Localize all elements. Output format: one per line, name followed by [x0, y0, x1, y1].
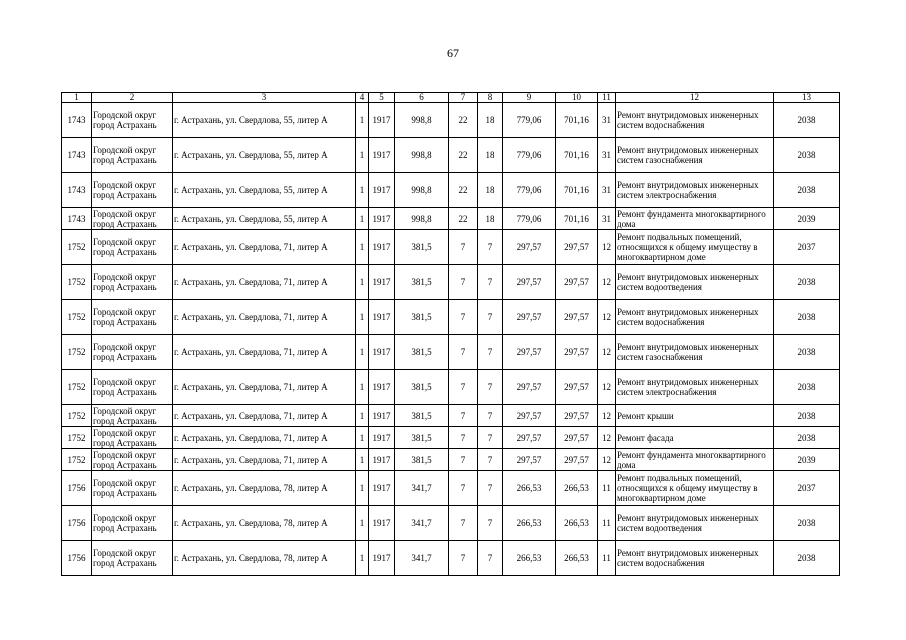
- header-row: [62, 93, 840, 103]
- cell-col11: 31: [598, 208, 616, 230]
- table-row: [62, 405, 840, 427]
- cell-address: г. Астрахань, ул. Свердлова, 55, литер А: [173, 138, 356, 173]
- cell-work-type: Ремонт внутридомовых инженерных систем водоотведения: [616, 506, 774, 541]
- cell-plan-year: 2037: [774, 230, 840, 265]
- cell-entrances: 1: [356, 427, 369, 449]
- table-row: [62, 138, 840, 173]
- cell-entrances: 1: [356, 230, 369, 265]
- cell-year: 1917: [369, 173, 395, 208]
- cell-col11: 12: [598, 230, 616, 265]
- table-row: [62, 300, 840, 335]
- cell-work-type: Ремонт подвальных помещений, относящихся к общему имуществу в многоквартирном доме: [616, 471, 774, 506]
- cell-col9: 297,57: [503, 427, 556, 449]
- cell-address: г. Астрахань, ул. Свердлова, 55, литер А: [173, 173, 356, 208]
- cell-plan-year: 2038: [774, 541, 840, 576]
- cell-work-type: Ремонт внутридомовых инженерных систем газоснабжения: [616, 138, 774, 173]
- cell-district: Городской округ город Астрахань: [92, 230, 173, 265]
- cell-col10: 701,16: [556, 208, 598, 230]
- column-header: 10: [556, 93, 598, 103]
- cell-address: г. Астрахань, ул. Свердлова, 71, литер А: [173, 449, 356, 471]
- cell-col10: 701,16: [556, 138, 598, 173]
- cell-col7: 7: [449, 265, 478, 300]
- table-row: [62, 541, 840, 576]
- cell-plan-year: 2038: [774, 427, 840, 449]
- cell-number: 1752: [62, 449, 92, 471]
- cell-year: 1917: [369, 506, 395, 541]
- cell-address: г. Астрахань, ул. Свердлова, 55, литер А: [173, 103, 356, 138]
- cell-col7: 7: [449, 405, 478, 427]
- cell-col7: 22: [449, 103, 478, 138]
- register-table: [61, 92, 840, 576]
- cell-col7: 7: [449, 541, 478, 576]
- cell-address: г. Астрахань, ул. Свердлова, 71, литер А: [173, 300, 356, 335]
- cell-year: 1917: [369, 265, 395, 300]
- cell-col9: 297,57: [503, 405, 556, 427]
- cell-col7: 7: [449, 449, 478, 471]
- cell-number: 1752: [62, 230, 92, 265]
- cell-col8: 7: [478, 471, 503, 506]
- cell-number: 1743: [62, 208, 92, 230]
- cell-number: 1752: [62, 427, 92, 449]
- cell-total-area: 381,5: [395, 300, 449, 335]
- cell-district: Городской округ город Астрахань: [92, 427, 173, 449]
- cell-col11: 11: [598, 541, 616, 576]
- cell-col7: 7: [449, 300, 478, 335]
- cell-col9: 297,57: [503, 265, 556, 300]
- cell-total-area: 341,7: [395, 541, 449, 576]
- cell-year: 1917: [369, 208, 395, 230]
- cell-col10: 701,16: [556, 173, 598, 208]
- cell-district: Городской округ город Астрахань: [92, 471, 173, 506]
- cell-col7: 22: [449, 138, 478, 173]
- cell-work-type: Ремонт фундамента многоквартирного дома: [616, 208, 774, 230]
- cell-work-type: Ремонт внутридомовых инженерных систем газоснабжения: [616, 335, 774, 370]
- cell-plan-year: 2038: [774, 138, 840, 173]
- cell-year: 1917: [369, 541, 395, 576]
- cell-district: Городской округ город Астрахань: [92, 506, 173, 541]
- cell-col10: 266,53: [556, 506, 598, 541]
- cell-entrances: 1: [356, 506, 369, 541]
- cell-address: г. Астрахань, ул. Свердлова, 71, литер А: [173, 335, 356, 370]
- cell-work-type: Ремонт крыши: [616, 405, 774, 427]
- cell-work-type: Ремонт фундамента многоквартирного дома: [616, 449, 774, 471]
- cell-col8: 7: [478, 335, 503, 370]
- cell-district: Городской округ город Астрахань: [92, 300, 173, 335]
- cell-year: 1917: [369, 427, 395, 449]
- cell-plan-year: 2038: [774, 265, 840, 300]
- cell-col10: 297,57: [556, 449, 598, 471]
- cell-col11: 31: [598, 138, 616, 173]
- column-header: 8: [478, 93, 503, 103]
- table-row: [62, 370, 840, 405]
- cell-plan-year: 2039: [774, 208, 840, 230]
- table-row: [62, 265, 840, 300]
- cell-plan-year: 2038: [774, 173, 840, 208]
- cell-col10: 266,53: [556, 471, 598, 506]
- cell-number: 1743: [62, 138, 92, 173]
- cell-year: 1917: [369, 405, 395, 427]
- cell-total-area: 381,5: [395, 427, 449, 449]
- cell-col9: 779,06: [503, 103, 556, 138]
- cell-col10: 297,57: [556, 265, 598, 300]
- cell-col9: 297,57: [503, 370, 556, 405]
- cell-district: Городской округ город Астрахань: [92, 265, 173, 300]
- cell-total-area: 341,7: [395, 471, 449, 506]
- cell-col8: 18: [478, 208, 503, 230]
- cell-plan-year: 2038: [774, 103, 840, 138]
- cell-number: 1752: [62, 405, 92, 427]
- cell-year: 1917: [369, 449, 395, 471]
- table-row: [62, 449, 840, 471]
- cell-plan-year: 2038: [774, 506, 840, 541]
- cell-address: г. Астрахань, ул. Свердлова, 71, литер А: [173, 405, 356, 427]
- cell-year: 1917: [369, 138, 395, 173]
- cell-entrances: 1: [356, 471, 369, 506]
- cell-district: Городской округ город Астрахань: [92, 449, 173, 471]
- cell-entrances: 1: [356, 541, 369, 576]
- table-row: [62, 208, 840, 230]
- cell-plan-year: 2037: [774, 471, 840, 506]
- cell-total-area: 381,5: [395, 265, 449, 300]
- cell-work-type: Ремонт внутридомовых инженерных систем водоснабжения: [616, 541, 774, 576]
- cell-year: 1917: [369, 370, 395, 405]
- cell-col8: 7: [478, 427, 503, 449]
- cell-col7: 22: [449, 173, 478, 208]
- cell-total-area: 998,8: [395, 208, 449, 230]
- cell-entrances: 1: [356, 300, 369, 335]
- cell-col7: 7: [449, 370, 478, 405]
- cell-total-area: 998,8: [395, 138, 449, 173]
- cell-col8: 7: [478, 370, 503, 405]
- cell-plan-year: 2038: [774, 335, 840, 370]
- cell-district: Городской округ город Астрахань: [92, 138, 173, 173]
- cell-col10: 297,57: [556, 405, 598, 427]
- cell-address: г. Астрахань, ул. Свердлова, 71, литер А: [173, 230, 356, 265]
- cell-col9: 779,06: [503, 173, 556, 208]
- cell-plan-year: 2038: [774, 300, 840, 335]
- cell-col9: 297,57: [503, 335, 556, 370]
- cell-col7: 22: [449, 208, 478, 230]
- cell-entrances: 1: [356, 138, 369, 173]
- cell-work-type: Ремонт внутридомовых инженерных систем водоотведения: [616, 265, 774, 300]
- table-body: [62, 103, 840, 576]
- cell-col10: 701,16: [556, 103, 598, 138]
- cell-work-type: Ремонт внутридомовых инженерных систем электроснабжения: [616, 370, 774, 405]
- cell-number: 1752: [62, 300, 92, 335]
- cell-district: Городской округ город Астрахань: [92, 208, 173, 230]
- column-header: 13: [774, 93, 840, 103]
- cell-col7: 7: [449, 335, 478, 370]
- column-header: 5: [369, 93, 395, 103]
- cell-col11: 31: [598, 173, 616, 208]
- cell-number: 1752: [62, 265, 92, 300]
- column-header: 3: [173, 93, 356, 103]
- column-header: 9: [503, 93, 556, 103]
- cell-col8: 7: [478, 405, 503, 427]
- cell-col11: 12: [598, 405, 616, 427]
- cell-work-type: Ремонт внутридомовых инженерных систем водоснабжения: [616, 300, 774, 335]
- cell-plan-year: 2039: [774, 449, 840, 471]
- table-row: [62, 335, 840, 370]
- cell-total-area: 381,5: [395, 370, 449, 405]
- cell-col7: 7: [449, 427, 478, 449]
- cell-total-area: 381,5: [395, 405, 449, 427]
- cell-number: 1752: [62, 370, 92, 405]
- cell-col8: 7: [478, 541, 503, 576]
- cell-address: г. Астрахань, ул. Свердлова, 71, литер А: [173, 265, 356, 300]
- cell-col9: 297,57: [503, 230, 556, 265]
- cell-col9: 266,53: [503, 541, 556, 576]
- column-header: 11: [598, 93, 616, 103]
- table-row: [62, 230, 840, 265]
- column-header: 7: [449, 93, 478, 103]
- column-header: 1: [62, 93, 92, 103]
- cell-col8: 18: [478, 103, 503, 138]
- column-header: 4: [356, 93, 369, 103]
- cell-number: 1752: [62, 335, 92, 370]
- cell-col9: 266,53: [503, 506, 556, 541]
- cell-total-area: 381,5: [395, 335, 449, 370]
- cell-entrances: 1: [356, 449, 369, 471]
- cell-work-type: Ремонт фасада: [616, 427, 774, 449]
- cell-col11: 31: [598, 103, 616, 138]
- cell-work-type: Ремонт внутридомовых инженерных систем электроснабжения: [616, 173, 774, 208]
- cell-address: г. Астрахань, ул. Свердлова, 71, литер А: [173, 370, 356, 405]
- cell-number: 1743: [62, 103, 92, 138]
- cell-address: г. Астрахань, ул. Свердлова, 71, литер А: [173, 427, 356, 449]
- cell-col11: 12: [598, 265, 616, 300]
- cell-address: г. Астрахань, ул. Свердлова, 78, литер А: [173, 541, 356, 576]
- cell-entrances: 1: [356, 405, 369, 427]
- cell-entrances: 1: [356, 370, 369, 405]
- cell-col11: 12: [598, 335, 616, 370]
- cell-col8: 18: [478, 173, 503, 208]
- cell-col11: 11: [598, 506, 616, 541]
- cell-year: 1917: [369, 335, 395, 370]
- cell-col9: 779,06: [503, 208, 556, 230]
- column-header: 12: [616, 93, 774, 103]
- cell-col10: 297,57: [556, 300, 598, 335]
- cell-plan-year: 2038: [774, 370, 840, 405]
- cell-plan-year: 2038: [774, 405, 840, 427]
- cell-col10: 297,57: [556, 427, 598, 449]
- cell-total-area: 998,8: [395, 103, 449, 138]
- cell-col8: 18: [478, 138, 503, 173]
- cell-col7: 7: [449, 230, 478, 265]
- cell-number: 1756: [62, 506, 92, 541]
- cell-number: 1756: [62, 541, 92, 576]
- page-number: 67: [447, 46, 459, 60]
- cell-work-type: Ремонт внутридомовых инженерных систем водоснабжения: [616, 103, 774, 138]
- cell-col8: 7: [478, 265, 503, 300]
- cell-total-area: 381,5: [395, 449, 449, 471]
- cell-col8: 7: [478, 300, 503, 335]
- cell-district: Городской округ город Астрахань: [92, 103, 173, 138]
- cell-total-area: 381,5: [395, 230, 449, 265]
- cell-work-type: Ремонт подвальных помещений, относящихся к общему имуществу в многоквартирном доме: [616, 230, 774, 265]
- cell-address: г. Астрахань, ул. Свердлова, 78, литер А: [173, 471, 356, 506]
- cell-col10: 297,57: [556, 230, 598, 265]
- cell-col11: 12: [598, 449, 616, 471]
- cell-year: 1917: [369, 300, 395, 335]
- cell-col8: 7: [478, 230, 503, 265]
- cell-col10: 297,57: [556, 370, 598, 405]
- cell-address: г. Астрахань, ул. Свердлова, 55, литер А: [173, 208, 356, 230]
- cell-entrances: 1: [356, 173, 369, 208]
- cell-col9: 266,53: [503, 471, 556, 506]
- cell-col11: 12: [598, 300, 616, 335]
- cell-year: 1917: [369, 230, 395, 265]
- cell-total-area: 998,8: [395, 173, 449, 208]
- cell-entrances: 1: [356, 335, 369, 370]
- cell-col11: 12: [598, 370, 616, 405]
- cell-col9: 297,57: [503, 449, 556, 471]
- column-header: 6: [395, 93, 449, 103]
- cell-district: Городской округ город Астрахань: [92, 335, 173, 370]
- table-row: [62, 427, 840, 449]
- cell-col10: 266,53: [556, 541, 598, 576]
- cell-col11: 11: [598, 471, 616, 506]
- cell-col7: 7: [449, 471, 478, 506]
- cell-col8: 7: [478, 506, 503, 541]
- table-row: [62, 103, 840, 138]
- cell-col10: 297,57: [556, 335, 598, 370]
- cell-number: 1743: [62, 173, 92, 208]
- cell-entrances: 1: [356, 103, 369, 138]
- column-header: 2: [92, 93, 173, 103]
- cell-col11: 12: [598, 427, 616, 449]
- cell-district: Городской округ город Астрахань: [92, 370, 173, 405]
- cell-total-area: 341,7: [395, 506, 449, 541]
- cell-district: Городской округ город Астрахань: [92, 541, 173, 576]
- cell-col8: 7: [478, 449, 503, 471]
- table-row: [62, 506, 840, 541]
- cell-col7: 7: [449, 506, 478, 541]
- cell-district: Городской округ город Астрахань: [92, 173, 173, 208]
- cell-col9: 297,57: [503, 300, 556, 335]
- table-row: [62, 173, 840, 208]
- cell-entrances: 1: [356, 265, 369, 300]
- cell-number: 1756: [62, 471, 92, 506]
- table-row: [62, 471, 840, 506]
- cell-address: г. Астрахань, ул. Свердлова, 78, литер А: [173, 506, 356, 541]
- cell-year: 1917: [369, 103, 395, 138]
- cell-year: 1917: [369, 471, 395, 506]
- cell-entrances: 1: [356, 208, 369, 230]
- cell-district: Городской округ город Астрахань: [92, 405, 173, 427]
- cell-col9: 779,06: [503, 138, 556, 173]
